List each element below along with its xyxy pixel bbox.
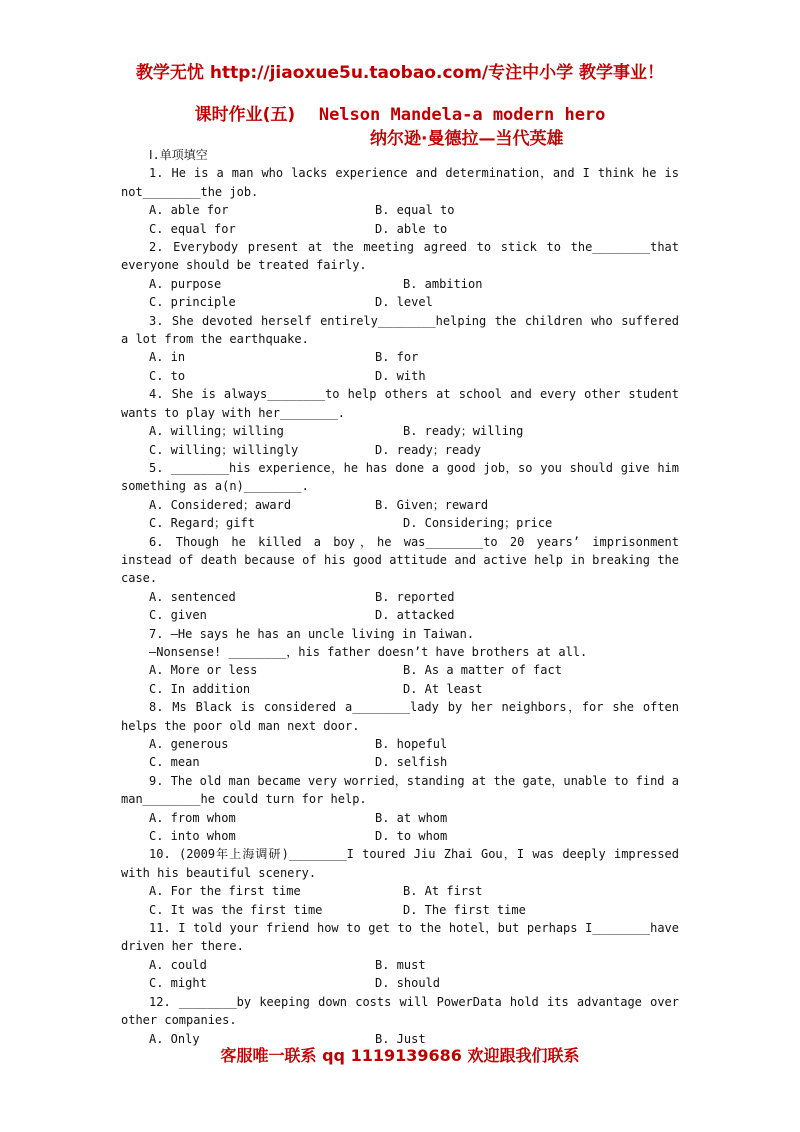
- option-row: [121, 367, 679, 385]
- question: [121, 625, 679, 699]
- option: B. Just: [375, 1031, 426, 1046]
- option-row: [121, 496, 679, 514]
- option: B. ready；willing: [403, 424, 524, 439]
- option: C. In addition: [149, 681, 251, 696]
- option: B. reported: [375, 589, 455, 604]
- title-en: Nelson Mandela-a modern hero: [318, 105, 606, 125]
- question-stem: 10. (2009年上海调研)________I toured Jiu Zhai Gou，I was deeply impressed with his beautiful scenery.: [121, 847, 679, 880]
- question: [121, 312, 679, 386]
- exercise-content: [121, 146, 679, 1048]
- title-cn: 课时作业(五): [194, 105, 296, 125]
- option: D. ready；ready: [375, 442, 481, 457]
- option: A. sentenced: [149, 589, 236, 604]
- option: C. principle: [149, 295, 236, 310]
- option: D. attacked: [375, 608, 455, 623]
- option: C. equal for: [149, 221, 236, 236]
- option: B. must: [375, 957, 426, 972]
- question: [121, 533, 679, 625]
- option: C. into whom: [149, 829, 236, 844]
- option: A. from whom: [149, 810, 236, 825]
- option-row: [121, 882, 679, 900]
- option: B. Given；reward: [375, 497, 489, 512]
- option: C. to: [149, 368, 186, 383]
- question: [121, 238, 679, 312]
- question: [121, 164, 679, 238]
- option: C. It was the first time: [149, 902, 323, 917]
- question-stem: 11. I told your friend how to get to the hotel，but perhaps I________have driven her there.: [121, 921, 679, 954]
- option: C. mean: [149, 755, 200, 770]
- header-banner: 教学无忧 http://jiaoxue5u.taobao.com/专注中小学 教学事业！: [135, 63, 665, 83]
- question-stem: 4. She is always________to help others at school and every other student wants to play with her________.: [121, 387, 679, 420]
- question-stem: 6. Though he killed a boy，he was________to 20 years’ imprisonment instead of death because of his good attitude and active help in breaking the case.: [121, 534, 679, 586]
- question-stem: 7. —He says he has an uncle living in Taiwan.: [149, 626, 475, 641]
- option: B. at whom: [375, 810, 448, 825]
- question: [121, 919, 679, 993]
- option-row: [121, 514, 679, 532]
- option-row: [121, 956, 679, 974]
- option: B. equal to: [375, 203, 455, 218]
- footer-contact: 客服唯一联系 qq 1119139686 欢迎跟我们联系: [220, 1046, 580, 1065]
- option: D. At least: [403, 681, 483, 696]
- option: D. should: [375, 976, 441, 991]
- option-row: [121, 809, 679, 827]
- question: [121, 993, 679, 1048]
- question: [121, 698, 679, 772]
- option: D. level: [375, 295, 433, 310]
- option: B. At first: [403, 884, 483, 899]
- option-row: [121, 753, 679, 771]
- option: A. in: [149, 350, 186, 365]
- option-row: [121, 441, 679, 459]
- option: A. Only: [149, 1031, 200, 1046]
- option: A. able for: [149, 203, 229, 218]
- question: [121, 845, 679, 919]
- option: C. Regard；gift: [149, 516, 255, 531]
- option: A. Considered；award: [149, 497, 292, 512]
- option-row: [121, 680, 679, 698]
- option: A. willing；willing: [149, 424, 284, 439]
- question-stem: 2. Everybody present at the meeting agreed to stick to the________that everyone should be treated fairly.: [121, 240, 679, 273]
- option: D. The first time: [403, 902, 526, 917]
- question: [121, 772, 679, 846]
- option-row: [121, 606, 679, 624]
- option: A. generous: [149, 737, 229, 751]
- question-stem: 1. He is a man who lacks experience and determination，and I think he is not________the job.: [121, 166, 679, 199]
- option: A. For the first time: [149, 884, 301, 899]
- option-row: [121, 974, 679, 992]
- option-row: [121, 661, 679, 679]
- option: B. ambition: [403, 276, 483, 291]
- question-stem: 9. The old man became very worried，standing at the gate，unable to find a man________he could turn for help.: [121, 773, 679, 807]
- option: A. could: [149, 957, 207, 972]
- option-row: [121, 348, 679, 366]
- option: C. given: [149, 608, 207, 623]
- option: A. purpose: [149, 276, 222, 291]
- option-row: [121, 293, 679, 311]
- option: D. Considering；price: [403, 516, 553, 531]
- option: D. with: [375, 368, 426, 383]
- option: C. might: [149, 976, 207, 991]
- question-stem-reply: —Nonsense! ________，his father doesn’t have brothers at all.: [149, 644, 588, 659]
- question-stem: 12. ________by keeping down costs will PowerData hold its advantage over other companies.: [121, 994, 679, 1028]
- option-row: [121, 201, 679, 219]
- option-row: [121, 901, 679, 919]
- option-row: [121, 827, 679, 845]
- option: D. able to: [375, 221, 448, 236]
- question-stem: 5. ________his experience，he has done a good job，so you should give him something as a(n)________.: [121, 460, 679, 494]
- question-stem: 3. She devoted herself entirely________helping the children who suffered a lot from the earthquake.: [121, 313, 679, 347]
- option-row: [121, 735, 679, 753]
- page-subtitle: 纳尔逊·曼德拉—当代英雄: [370, 129, 564, 149]
- page-title: [0, 100, 800, 125]
- option-row: [121, 275, 679, 293]
- option: B. for: [375, 350, 419, 365]
- section-heading: Ⅰ.单项填空: [149, 148, 208, 162]
- option-row: [121, 588, 679, 606]
- option-row: [121, 422, 679, 440]
- option: C. willing；willingly: [149, 442, 299, 457]
- option: B. As a matter of fact: [403, 663, 562, 678]
- option: D. selfish: [375, 755, 448, 770]
- question-stem: 8. Ms Black is considered a________lady by her neighbors，for she often helps the poor old man next door.: [121, 700, 679, 733]
- question: [121, 459, 679, 533]
- option-row: [121, 220, 679, 238]
- question: [121, 385, 679, 459]
- option: D. to whom: [375, 829, 448, 844]
- option: B. hopeful: [375, 737, 448, 751]
- option: A. More or less: [149, 663, 258, 678]
